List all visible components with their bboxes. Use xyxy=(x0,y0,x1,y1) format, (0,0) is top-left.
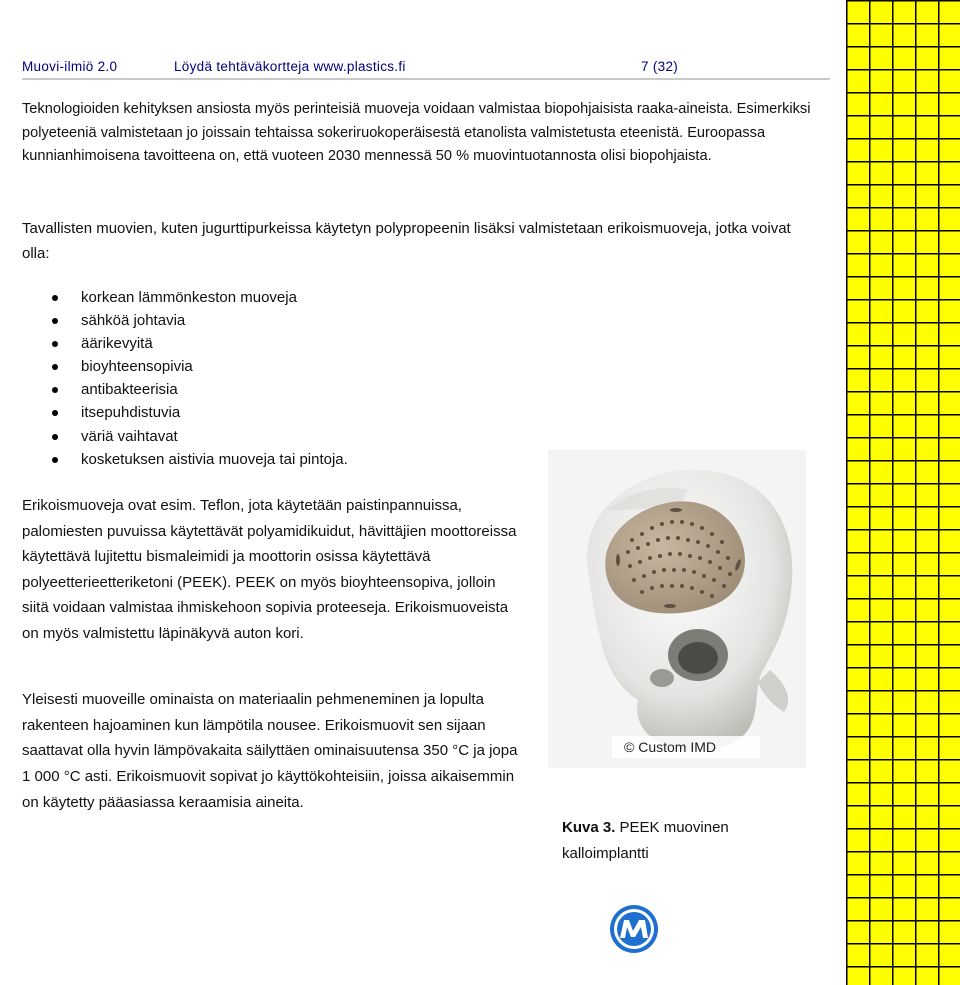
list-item: korkean lämmönkeston muoveja xyxy=(22,286,348,309)
specialty-intro-paragraph: Tavallisten muovien, kuten jugurttipurkeissa käytetyn polypropeenin lisäksi valmistetaan erikoismuoveja, jotka voivat olla: xyxy=(22,220,791,262)
intro-paragraph: Teknologioiden kehityksen ansiosta myös perinteisiä muoveja voidaan valmistaa biopohjaisista raaka-aineista. Esimerkiksi polyeteeniä valmistetaan jo joissain tehtaissa sokeriruokoperäisestä etanolista valmistetusta eteenistä. Euroopassa kunnianhimoisena tavoitteena on, että vuoteen 2030 mennessä 50 % muovintuotannosta olisi biopohjaista. xyxy=(22,101,811,165)
list-item: antibakteerisia xyxy=(22,378,348,401)
header-title: Muovi-ilmiö 2.0 xyxy=(22,59,118,74)
caption-label: Kuva 3. xyxy=(562,819,616,836)
examples-paragraph: Erikoismuoveja ovat esim. Teflon, jota käytetään paistinpannuissa, palomiesten puvuissa käytettävät polyamidikuidut, hävittäjien moottoreissa käytettävä lujitettu bismaleimidi ja moottorin osissa käytettävä polyeetterieetteriketoni (PEEK). PEEK on myös bioyhteensopiva, jolloin siitä voidaan valmistaa ihmiskehoon sopivia proteeseja. Erikoismuoveista on myös valmistettu läpinäkyvä auton kori. xyxy=(22,497,517,642)
list-item: sähköä johtavia xyxy=(22,309,348,332)
skull-illustration xyxy=(548,450,806,768)
header-link-text: Löydä tehtäväkortteja www.plastics.fi xyxy=(174,59,406,74)
caption-text: PEEK muovinen kalloimplantti xyxy=(562,819,729,862)
photo-credit: © Custom IMD xyxy=(624,739,716,755)
m-logo-icon xyxy=(609,904,659,954)
list-item: äärikevyitä xyxy=(22,332,348,355)
yellow-grid-border xyxy=(846,0,960,985)
page-number: 7 (32) xyxy=(641,59,679,74)
skull-implant-photo xyxy=(548,450,806,768)
list-item: bioyhteensopivia xyxy=(22,355,348,378)
properties-list xyxy=(22,286,348,471)
figure-caption xyxy=(562,815,762,866)
header-divider xyxy=(22,78,830,80)
list-item: itsepuhdistuvia xyxy=(22,401,348,424)
heat-stability-paragraph: Yleisesti muoveille ominaista on materiaalin pehmeneminen ja lopulta rakenteen hajoaminen kun lämpötila nousee. Erikoismuovit sen sijaan saattavat olla hyvin lämpövakaita säilyttäen ominaisuutensa 350 °C ja jopa 1 000 °C asti. Erikoismuovit sopivat jo käyttökohteisiin, joissa aikaisemmin on käytetty pääasiassa keraamisia aineita. xyxy=(22,691,518,811)
list-item: kosketuksen aistivia muoveja tai pintoja. xyxy=(22,448,348,471)
list-item: väriä vaihtavat xyxy=(22,425,348,448)
